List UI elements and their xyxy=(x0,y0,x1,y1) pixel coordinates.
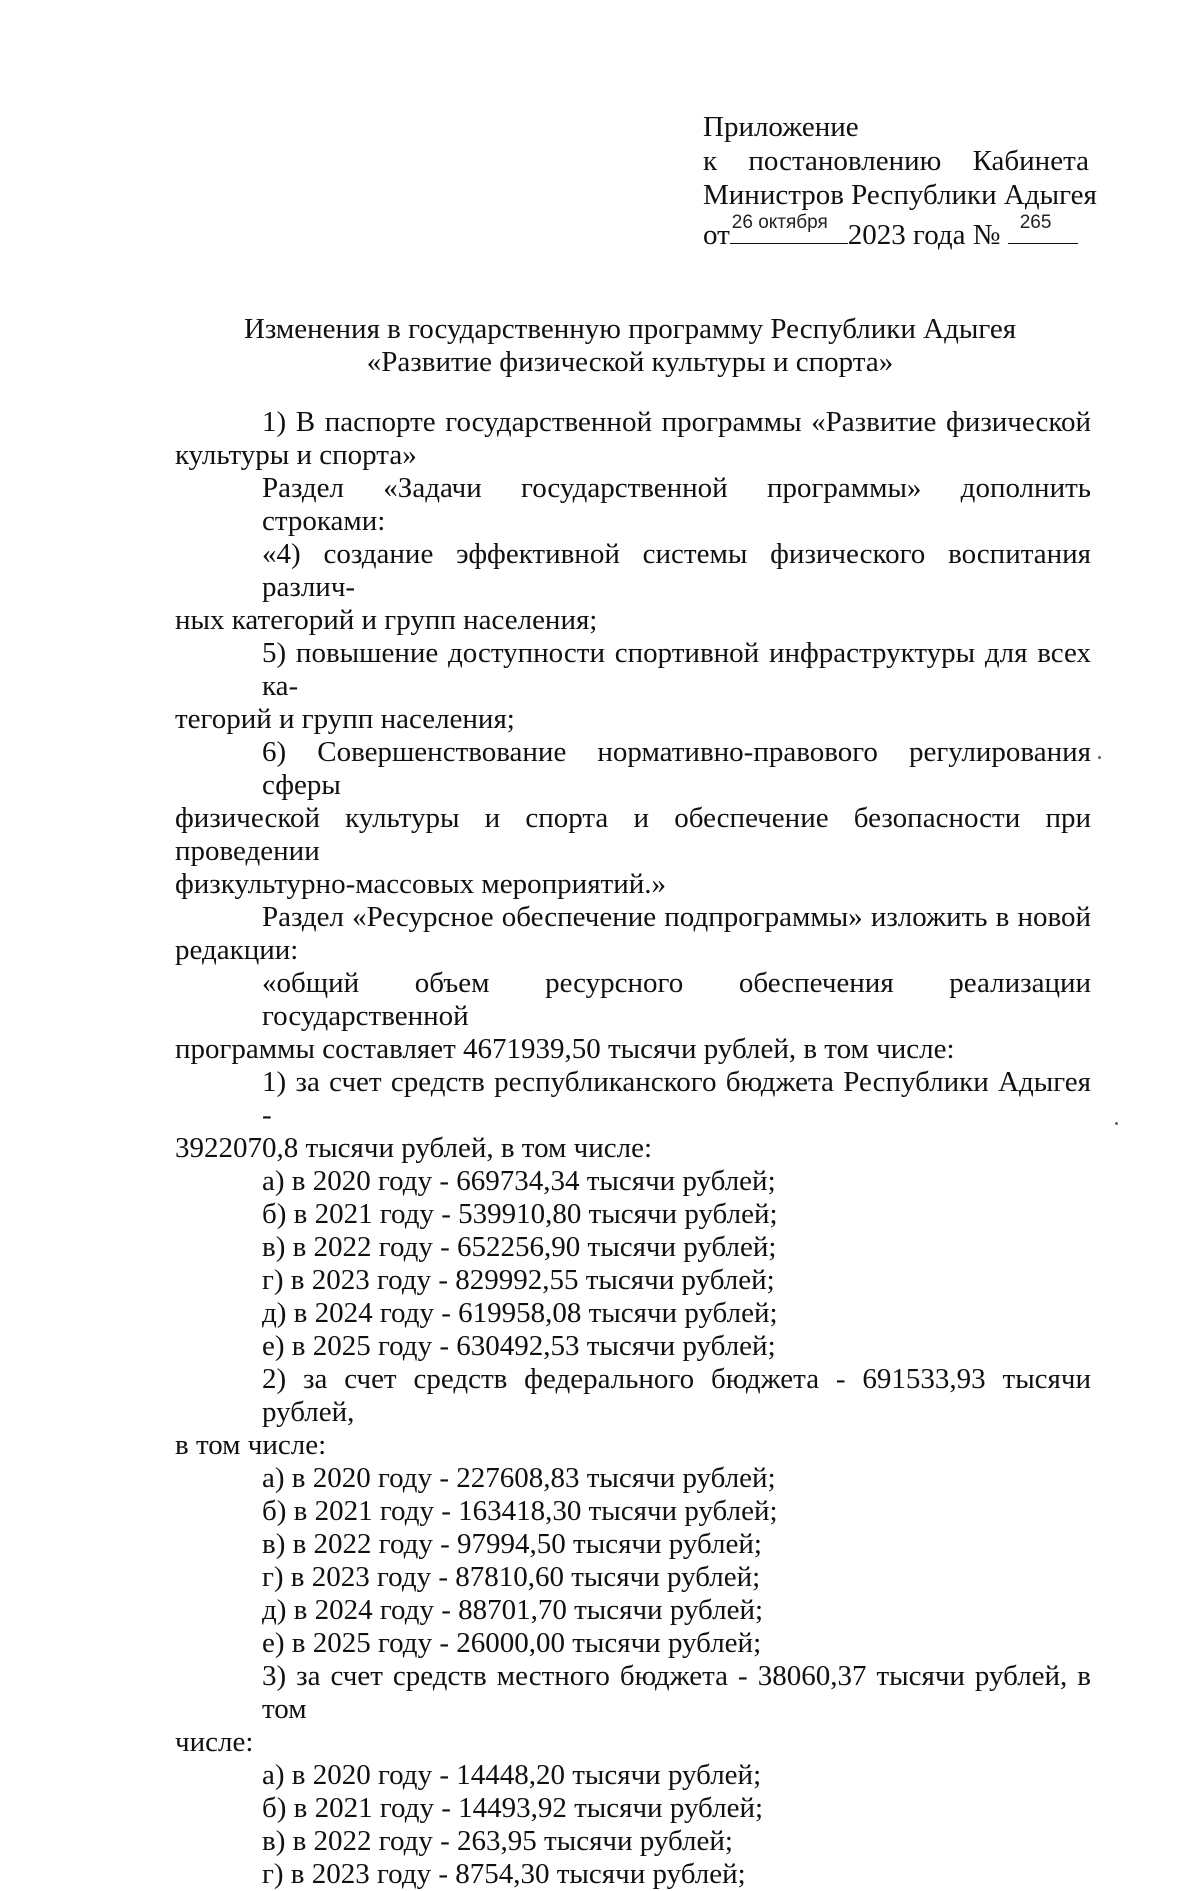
scan-speck xyxy=(1098,756,1101,759)
title-line-2: «Развитие физической культуры и спорта» xyxy=(366,346,894,378)
list-item: а) в 2020 году - 14448,20 тысячи рублей; xyxy=(262,1759,762,1791)
paragraph-7-line-1: «общий объем ресурсного обеспечения реализации государственной xyxy=(262,967,1091,1032)
appendix-k: к xyxy=(703,145,718,177)
title-line-1: Изменения в государственную программу Республики Адыгея xyxy=(243,313,1017,345)
paragraph-1-line-2: культуры и спорта» xyxy=(175,439,417,471)
list-item: г) в 2023 году - 8754,30 тысячи рублей; xyxy=(262,1858,746,1890)
paragraph-10-line-2: числе: xyxy=(175,1726,254,1758)
list-item: в) в 2022 году - 263,95 тысячи рублей; xyxy=(262,1825,733,1857)
list-item: а) в 2020 году - 669734,34 тысячи рублей; xyxy=(262,1165,776,1197)
handwritten-number: 265 xyxy=(1019,212,1052,233)
regional-budget-list xyxy=(175,1165,1091,1363)
paragraph-3-line-1: «4) создание эффективной системы физического воспитания различ- xyxy=(262,538,1091,603)
list-item: д) в 2024 году - 619958,08 тысячи рублей; xyxy=(262,1297,778,1329)
paragraph-2: Раздел «Задачи государственной программы» дополнить строками: xyxy=(262,472,1091,537)
list-item: д) в 2024 году - 88701,70 тысячи рублей; xyxy=(262,1594,764,1626)
list-item: е) в 2025 году - 630492,53 тысячи рублей; xyxy=(262,1330,776,1362)
document-body xyxy=(175,406,1091,1891)
federal-budget-list xyxy=(175,1462,1091,1660)
list-item: б) в 2021 году - 539910,80 тысячи рублей; xyxy=(262,1198,778,1230)
appendix-cabinet: Кабинета xyxy=(972,145,1089,177)
paragraph-3-line-2: ных категорий и групп населения; xyxy=(175,604,598,636)
paragraph-6-line-2: редакции: xyxy=(175,934,299,966)
appendix-date-line xyxy=(703,212,1089,252)
paragraph-10-line-1: 3) за счет средств местного бюджета - 38060,37 тысячи рублей, в том xyxy=(262,1660,1091,1725)
list-item: в) в 2022 году - 652256,90 тысячи рублей; xyxy=(262,1231,777,1263)
paragraph-6-line-1: Раздел «Ресурсное обеспечение подпрограммы» изложить в новой xyxy=(262,901,1091,933)
paragraph-5-line-1: 6) Совершенствование нормативно-правового регулирования сферы xyxy=(262,736,1091,801)
appendix-resolution-line xyxy=(703,144,1089,178)
paragraph-4-line-1: 5) повышение доступности спортивной инфраструктуры для всех ка- xyxy=(262,637,1091,702)
handwritten-date: 26 октября xyxy=(731,212,828,233)
appendix-header xyxy=(703,110,1097,252)
year-text: 2023 года № xyxy=(847,219,1001,251)
date-prefix: от xyxy=(703,219,730,251)
paragraph-8-line-2: 3922070,8 тысячи рублей, в том числе: xyxy=(175,1132,653,1164)
list-item: г) в 2023 году - 87810,60 тысячи рублей; xyxy=(262,1561,761,1593)
appendix-ministers: Министров Республики Адыгея xyxy=(703,179,1097,211)
list-item: б) в 2021 году - 14493,92 тысячи рублей; xyxy=(262,1792,764,1824)
paragraph-8-line-1: 1) за счет средств республиканского бюджета Республики Адыгея - xyxy=(262,1066,1091,1131)
number-blank xyxy=(1008,212,1078,244)
paragraph-7-line-2: программы составляет 4671939,50 тысячи рублей, в том числе: xyxy=(175,1033,955,1065)
document-title xyxy=(180,313,1080,379)
paragraph-9-line-1: 2) за счет средств федерального бюджета - 691533,93 тысячи рублей, xyxy=(262,1363,1091,1428)
appendix-resolution: постановлению xyxy=(748,145,942,177)
paragraph-4-line-2: тегорий и групп населения; xyxy=(175,703,515,735)
paragraph-5-line-3: физкультурно-массовых мероприятий.» xyxy=(175,868,666,900)
local-budget-list xyxy=(175,1759,1091,1891)
list-item: а) в 2020 году - 227608,83 тысячи рублей; xyxy=(262,1462,776,1494)
list-item: в) в 2022 году - 97994,50 тысячи рублей; xyxy=(262,1528,762,1560)
date-blank xyxy=(730,212,848,244)
list-item: б) в 2021 году - 163418,30 тысячи рублей; xyxy=(262,1495,778,1527)
paragraph-1-line-1: 1) В паспорте государственной программы «Развитие физической xyxy=(262,406,1091,438)
scan-speck xyxy=(1115,1122,1118,1125)
list-item: е) в 2025 году - 26000,00 тысячи рублей; xyxy=(262,1627,762,1659)
list-item: г) в 2023 году - 829992,55 тысячи рублей; xyxy=(262,1264,775,1296)
paragraph-5-line-2: физической культуры и спорта и обеспечение безопасности при проведении xyxy=(175,802,1091,867)
paragraph-9-line-2: в том числе: xyxy=(175,1429,327,1461)
appendix-label: Приложение xyxy=(703,111,859,143)
